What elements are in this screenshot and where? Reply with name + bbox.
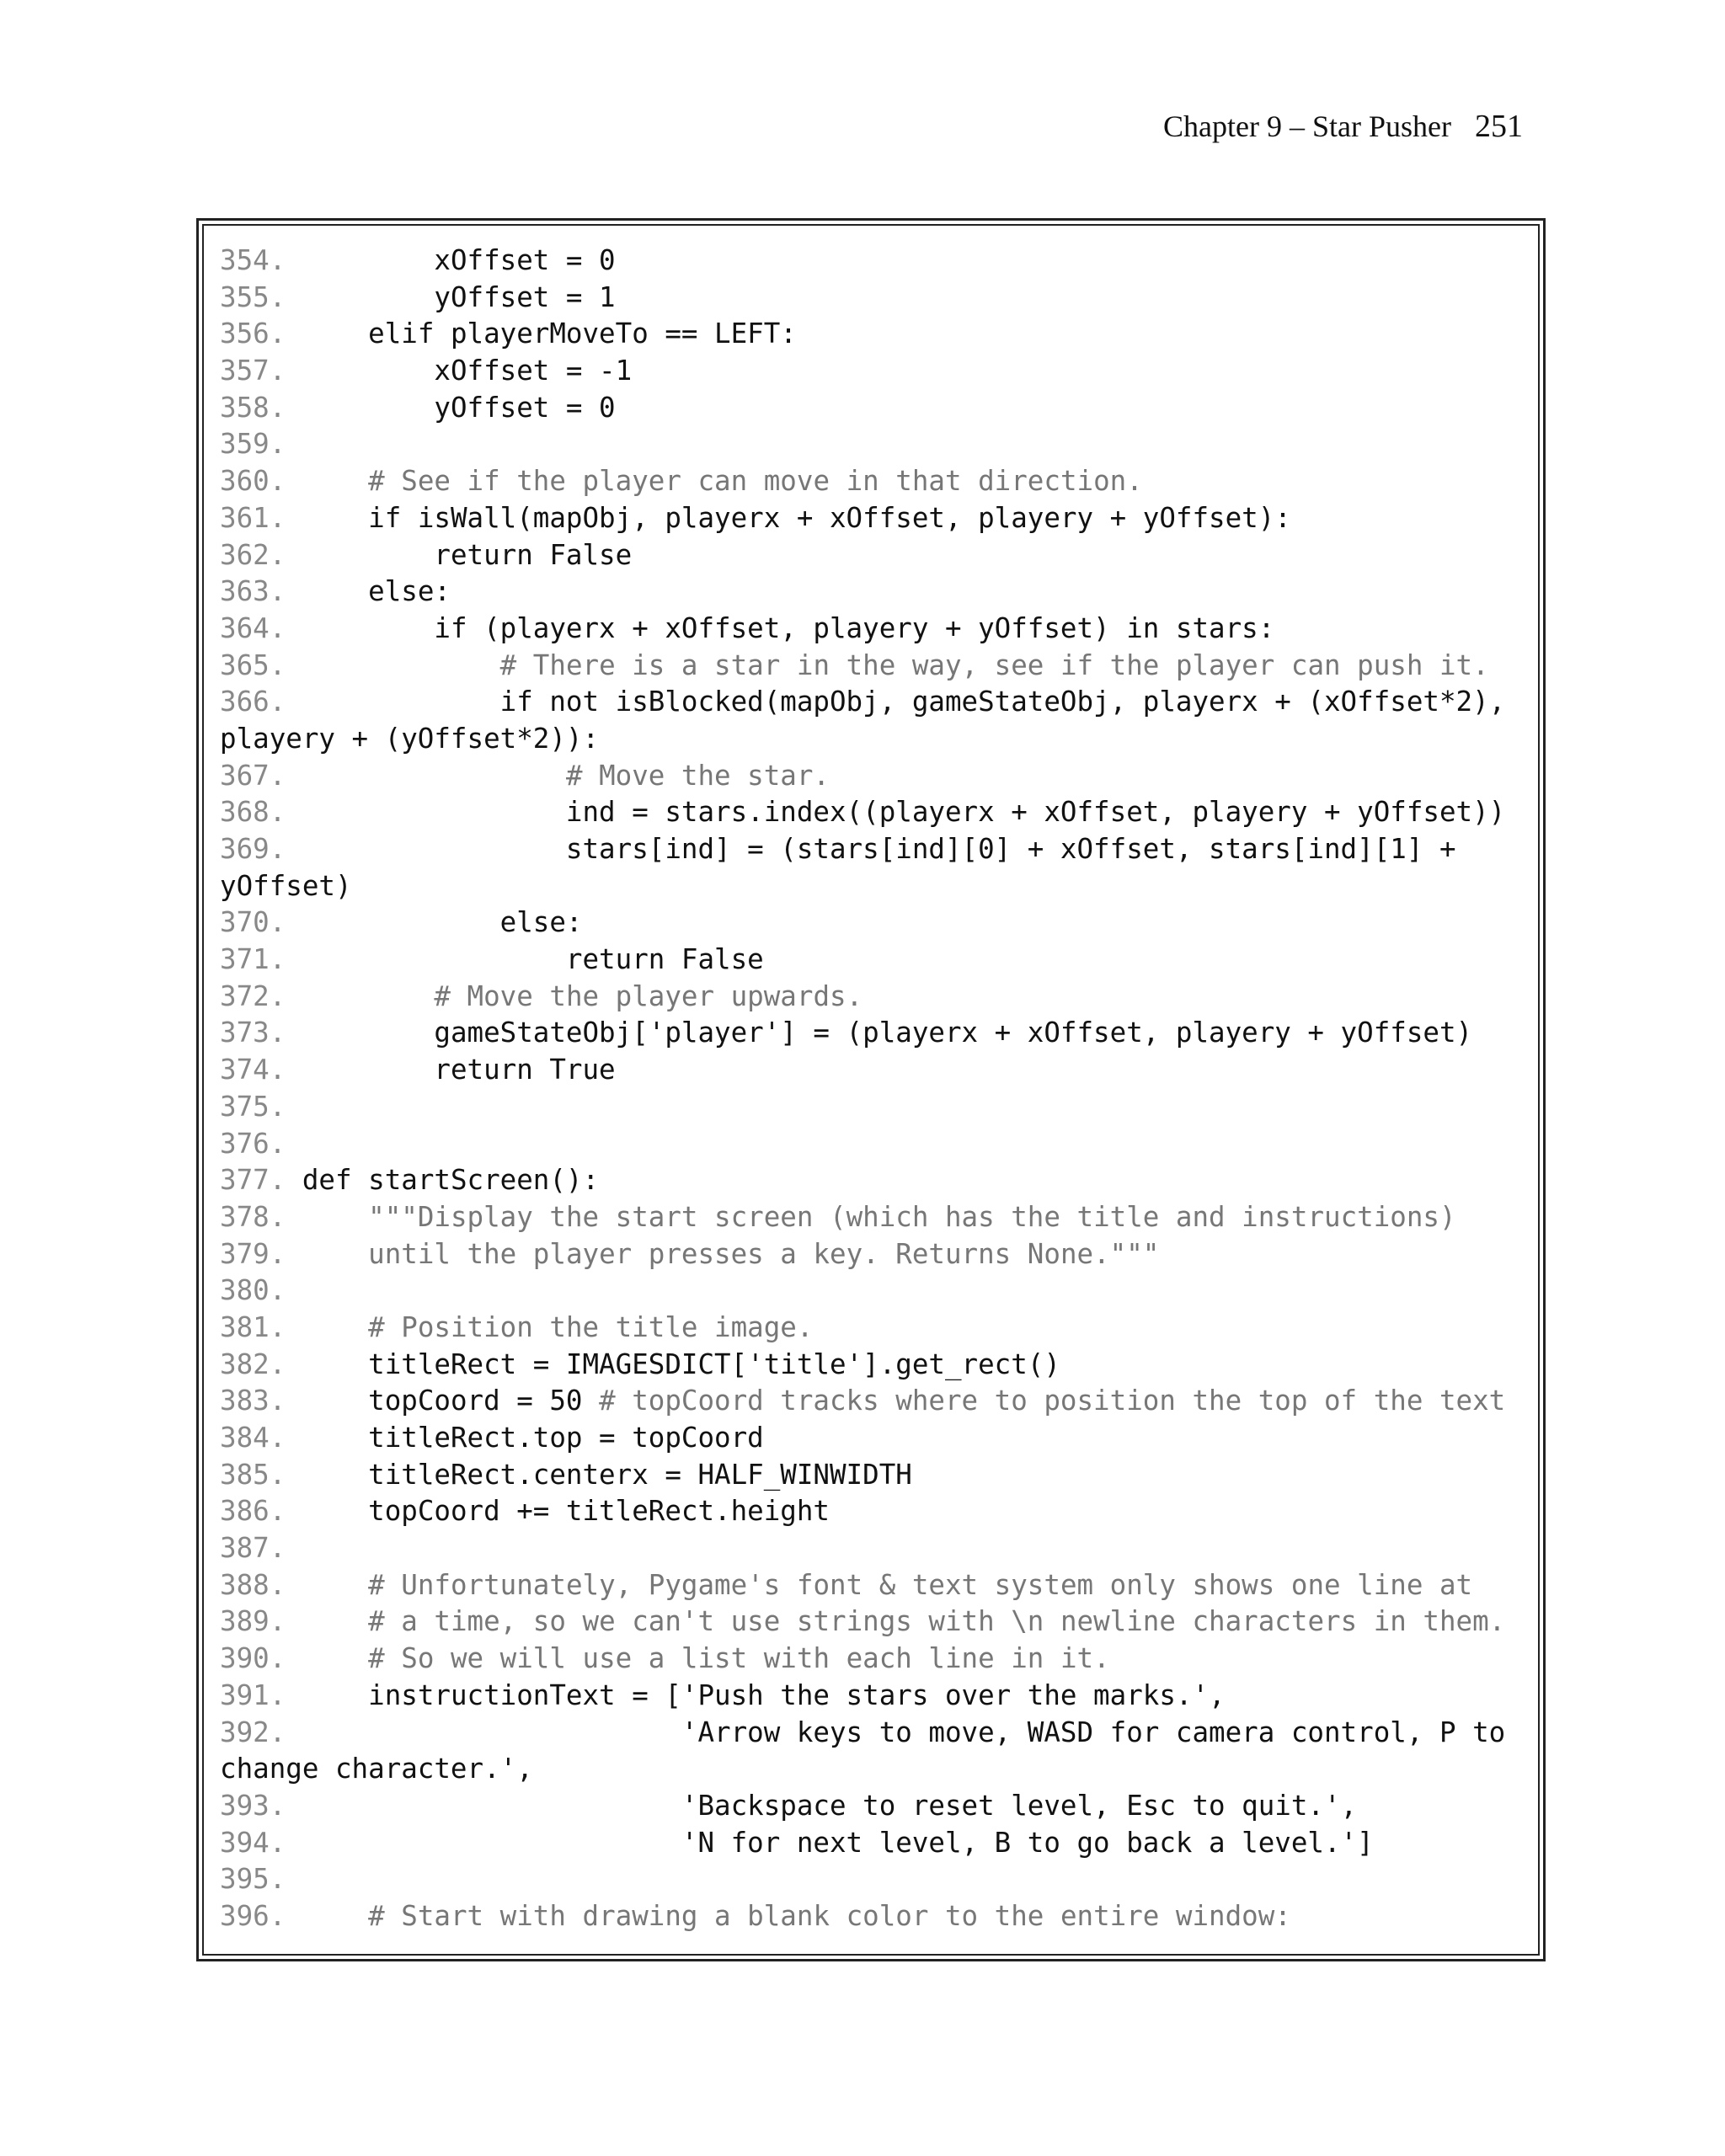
line-number: 359. (220, 428, 286, 461)
code-comment: # Move the player upwards. (434, 979, 863, 1012)
code-text: topCoord = 50 (302, 1385, 600, 1417)
code-line (220, 979, 1522, 1016)
code-text (302, 465, 368, 497)
code-text (302, 760, 566, 792)
code-text: 'N for next level, B to go back a level.'] (302, 1826, 1374, 1859)
code-text: 'Backspace to reset level, Esc to quit.', (302, 1789, 1358, 1822)
code-line (220, 721, 1522, 758)
line-number: 389. (220, 1605, 286, 1638)
code-line (220, 1641, 1522, 1678)
code-line (220, 574, 1522, 611)
line-number: 369. (220, 833, 286, 865)
line-number: 393. (220, 1789, 286, 1822)
code-comment: # Position the title image. (368, 1310, 814, 1343)
code-line (220, 1530, 1522, 1567)
code-text (302, 1642, 368, 1674)
line-number: 396. (220, 1899, 286, 1932)
code-line (220, 1347, 1522, 1384)
code-text: yOffset = 1 (302, 280, 616, 313)
code-line (220, 794, 1522, 831)
code-line (220, 684, 1522, 721)
line-number: 355. (220, 280, 286, 313)
line-number: 357. (220, 355, 286, 387)
line-number: 391. (220, 1678, 286, 1711)
running-head (1163, 108, 1523, 145)
code-text: titleRect.centerx = HALF_WINWIDTH (302, 1458, 912, 1491)
code-text (302, 1569, 368, 1601)
code-line (220, 500, 1522, 537)
line-number: 374. (220, 1054, 286, 1086)
line-number: 370. (220, 906, 286, 939)
chapter-title: Chapter 9 – Star Pusher (1163, 109, 1451, 143)
code-text: topCoord += titleRect.height (302, 1495, 830, 1528)
line-number: 365. (220, 648, 286, 681)
code-line (220, 648, 1522, 685)
code-line (220, 905, 1522, 942)
code-line (220, 1383, 1522, 1420)
code-line (220, 243, 1522, 280)
code-text: if isWall(mapObj, playerx + xOffset, playery + yOffset): (302, 501, 1291, 534)
code-line (220, 1567, 1522, 1604)
line-number: 354. (220, 244, 286, 276)
line-number: 379. (220, 1237, 286, 1270)
line-number: 394. (220, 1826, 286, 1859)
code-line (220, 1420, 1522, 1457)
code-line (220, 463, 1522, 500)
code-line (220, 758, 1522, 795)
code-text: return False (302, 538, 633, 571)
code-line (220, 611, 1522, 648)
code-line (220, 1162, 1522, 1199)
code-line (220, 1898, 1522, 1935)
code-line (220, 280, 1522, 317)
code-line (220, 1236, 1522, 1273)
code-text: ind = stars.index((playerx + xOffset, playery + yOffset)) (302, 796, 1506, 829)
line-number: 381. (220, 1310, 286, 1343)
code-text: change character.', (220, 1753, 533, 1785)
code-line (220, 353, 1522, 390)
code-text: def startScreen(): (302, 1164, 600, 1197)
code-text: xOffset = -1 (302, 355, 633, 387)
line-number: 384. (220, 1422, 286, 1454)
line-number: 358. (220, 391, 286, 424)
code-text: titleRect.top = topCoord (302, 1422, 764, 1454)
code-line (220, 1751, 1522, 1788)
code-text (302, 1605, 368, 1637)
code-line (220, 1273, 1522, 1310)
code-line (220, 942, 1522, 979)
code-line (220, 1493, 1522, 1530)
code-text (302, 1201, 368, 1233)
code-text: return True (302, 1054, 616, 1086)
code-text: gameStateObj['player'] = (playerx + xOffset, playery + yOffset) (302, 1017, 1473, 1049)
code-comment: # So we will use a list with each line in it. (368, 1642, 1110, 1675)
code-line (220, 831, 1522, 868)
code-text: return False (302, 943, 764, 976)
code-line (220, 426, 1522, 463)
line-number: 375. (220, 1090, 286, 1123)
line-number: 361. (220, 501, 286, 534)
line-number: 356. (220, 318, 286, 350)
code-text: else: (302, 575, 451, 608)
line-number: 392. (220, 1716, 286, 1748)
page-number: 251 (1475, 109, 1523, 144)
code-line (220, 537, 1522, 574)
line-number: 363. (220, 575, 286, 608)
code-comment: # Unfortunately, Pygame's font & text system only shows one line at (368, 1568, 1473, 1601)
line-number: 367. (220, 759, 286, 792)
line-number: 368. (220, 796, 286, 829)
line-number: 388. (220, 1568, 286, 1601)
code-text: yOffset) (220, 869, 352, 902)
line-number: 362. (220, 538, 286, 571)
code-text: else: (302, 906, 583, 939)
code-line (220, 1678, 1522, 1715)
line-number: 360. (220, 465, 286, 498)
line-number: 385. (220, 1458, 286, 1491)
code-line (220, 1457, 1522, 1494)
code-listing-box (196, 218, 1546, 1961)
code-text: elif playerMoveTo == LEFT: (302, 318, 797, 350)
code-line (220, 1199, 1522, 1236)
code-line (220, 316, 1522, 353)
code-line (220, 1715, 1522, 1752)
line-number: 386. (220, 1495, 286, 1528)
line-number: 364. (220, 611, 286, 644)
code-line (220, 1015, 1522, 1052)
code-line (220, 1825, 1522, 1862)
line-number: 383. (220, 1385, 286, 1417)
code-line (220, 1788, 1522, 1825)
line-number: 378. (220, 1200, 286, 1233)
code-text (302, 1900, 368, 1932)
code-text: playery + (yOffset*2)): (220, 722, 600, 755)
code-line (220, 1310, 1522, 1347)
code-text (302, 649, 500, 681)
code-comment: # See if the player can move in that direction. (368, 465, 1143, 498)
line-number: 372. (220, 979, 286, 1012)
code-text: yOffset = 0 (302, 391, 616, 424)
code-line (220, 390, 1522, 427)
code-text: xOffset = 0 (302, 244, 616, 276)
code-text: if not isBlocked(mapObj, gameStateObj, playerx + (xOffset*2), (302, 686, 1506, 718)
code-text (302, 1311, 368, 1343)
code-text: stars[ind] = (stars[ind][0] + xOffset, stars[ind][1] + (302, 833, 1456, 865)
line-number: 377. (220, 1164, 286, 1197)
code-line (220, 1126, 1522, 1163)
code-text: instructionText = ['Push the stars over the marks.', (302, 1678, 1226, 1711)
code-comment: # topCoord tracks where to position the top of the text (599, 1385, 1506, 1417)
code-line (220, 1604, 1522, 1641)
code-comment: until the player presses a key. Returns None.""" (368, 1237, 1160, 1270)
code-line (220, 1089, 1522, 1126)
code-line (220, 1861, 1522, 1898)
code-comment: # a time, so we can't use strings with \n newline characters in them. (368, 1605, 1506, 1638)
code-line (220, 1052, 1522, 1089)
code-text (302, 980, 435, 1012)
line-number: 387. (220, 1532, 286, 1565)
line-number: 382. (220, 1348, 286, 1380)
code-line (220, 868, 1522, 905)
line-number: 376. (220, 1127, 286, 1160)
line-number: 395. (220, 1863, 286, 1896)
line-number: 366. (220, 686, 286, 718)
code-comment: # Start with drawing a blank color to the entire window: (368, 1899, 1291, 1932)
line-number: 371. (220, 943, 286, 976)
code-listing (220, 243, 1522, 1935)
code-text: titleRect = IMAGESDICT['title'].get_rect() (302, 1348, 1060, 1380)
code-comment: # There is a star in the way, see if the player can push it. (499, 648, 1489, 681)
code-text (302, 1238, 368, 1270)
line-number: 373. (220, 1017, 286, 1049)
code-text: if (playerx + xOffset, playery + yOffset) in stars: (302, 611, 1275, 644)
line-number: 390. (220, 1642, 286, 1675)
line-number: 380. (220, 1274, 286, 1307)
code-text: 'Arrow keys to move, WASD for camera control, P to (302, 1716, 1506, 1748)
code-comment: """Display the start screen (which has the title and instructions) (368, 1200, 1456, 1233)
code-comment: # Move the star. (565, 759, 830, 792)
